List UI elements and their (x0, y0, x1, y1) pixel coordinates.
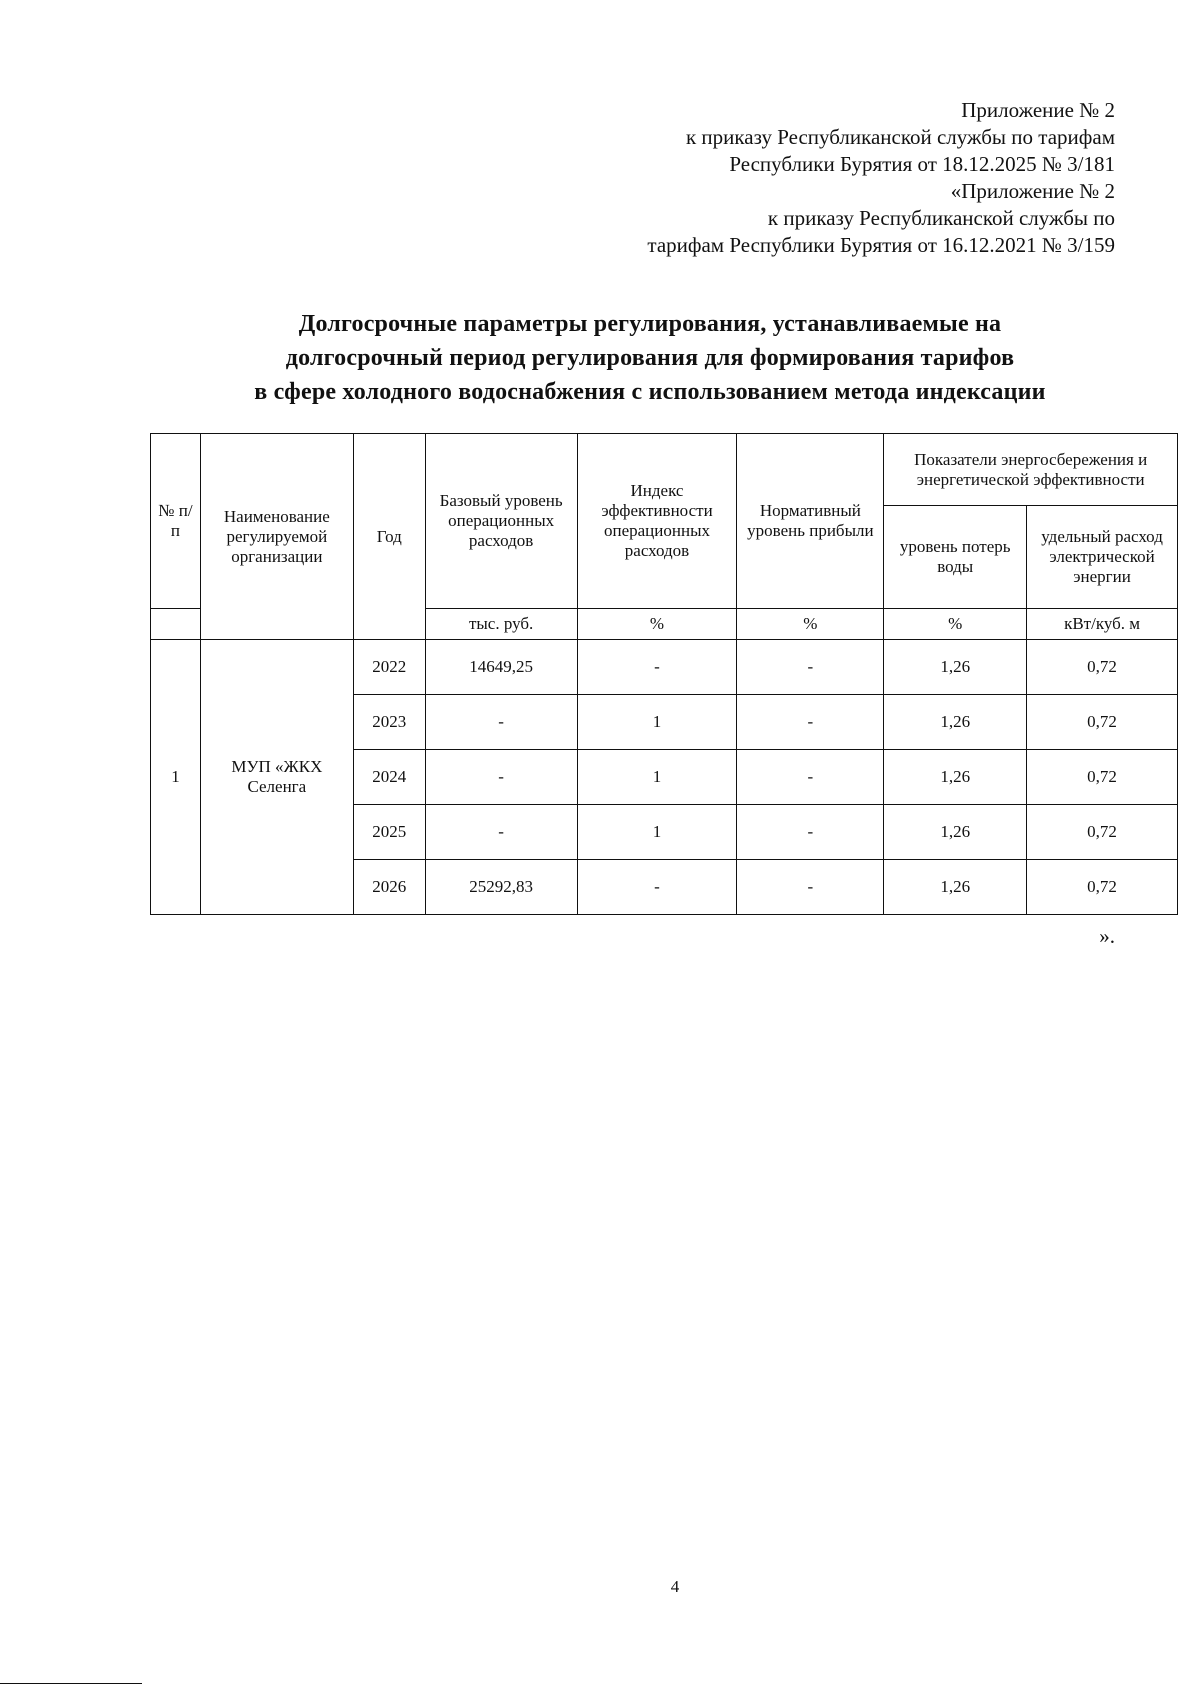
cell-energy: 0,72 (1027, 860, 1178, 915)
header-line: Приложение № 2 (961, 98, 1115, 122)
cell-year: 2026 (353, 860, 425, 915)
cell-index: 1 (577, 750, 737, 805)
cell-index: 1 (577, 695, 737, 750)
cell-index: - (577, 640, 737, 695)
header-year: Год (353, 434, 425, 640)
cell-base: - (425, 805, 577, 860)
header-line: «Приложение № 2 (950, 179, 1115, 203)
header-line: к приказу Республиканской службы по (767, 206, 1115, 230)
header-efficiency-index: Индекс эффективности операционных расходов (577, 434, 737, 609)
cell-energy: 0,72 (1027, 805, 1178, 860)
unit-num-empty (151, 609, 201, 640)
regulation-parameters-table (150, 433, 1178, 915)
unit-base: тыс. руб. (425, 609, 577, 640)
cell-energy: 0,72 (1027, 750, 1178, 805)
cell-losses: 1,26 (884, 695, 1027, 750)
cell-profit: - (737, 805, 884, 860)
title-line: долгосрочный период регулирования для формирования тарифов (285, 345, 1015, 371)
header-energy-consumption: удельный расход электрической энергии (1027, 506, 1178, 609)
title-line: Долгосрочные параметры регулирования, устанавливаемые на (298, 311, 1002, 337)
cell-year: 2023 (353, 695, 425, 750)
header-profit-level: Нормативный уровень прибыли (737, 434, 884, 609)
cell-base: - (425, 695, 577, 750)
page-number: 4 (670, 1577, 680, 1596)
header-line: к приказу Республиканской службы по тарифам (685, 125, 1115, 149)
cell-losses: 1,26 (884, 750, 1027, 805)
cell-profit: - (737, 695, 884, 750)
cell-profit: - (737, 640, 884, 695)
footer-divider (0, 1683, 142, 1684)
cell-index: - (577, 860, 737, 915)
header-line: Республики Бурятия от 18.12.2025 № 3/181 (729, 152, 1115, 176)
cell-base: - (425, 750, 577, 805)
unit-profit: % (737, 609, 884, 640)
cell-profit: - (737, 750, 884, 805)
header-base-opex: Базовый уровень операционных расходов (425, 434, 577, 609)
cell-losses: 1,26 (884, 860, 1027, 915)
appendix-header (647, 97, 1115, 259)
unit-index: % (577, 609, 737, 640)
title-line: в сфере холодного водоснабжения с использованием метода индексации (254, 379, 1046, 405)
header-num: № п/п (151, 434, 201, 609)
header-energy-group: Показатели энергосбережения и энергетической эффективности (884, 434, 1178, 506)
cell-energy: 0,72 (1027, 640, 1178, 695)
header-organization: Наименование регулируемой организации (200, 434, 353, 640)
unit-energy: кВт/куб. м (1027, 609, 1178, 640)
cell-base: 14649,25 (425, 640, 577, 695)
unit-losses: % (884, 609, 1027, 640)
cell-losses: 1,26 (884, 805, 1027, 860)
document-title (130, 307, 1170, 409)
header-line: тарифам Республики Бурятия от 16.12.2021 № 3/159 (647, 233, 1115, 257)
cell-year: 2024 (353, 750, 425, 805)
table-row (151, 640, 1178, 695)
org-number: 1 (151, 640, 201, 915)
cell-index: 1 (577, 805, 737, 860)
org-name: МУП «ЖКХ Селенга (200, 640, 353, 915)
cell-year: 2025 (353, 805, 425, 860)
cell-year: 2022 (353, 640, 425, 695)
header-water-losses: уровень потерь воды (884, 506, 1027, 609)
cell-base: 25292,83 (425, 860, 577, 915)
cell-energy: 0,72 (1027, 695, 1178, 750)
cell-profit: - (737, 860, 884, 915)
cell-losses: 1,26 (884, 640, 1027, 695)
closing-quote: ». (1099, 924, 1115, 948)
